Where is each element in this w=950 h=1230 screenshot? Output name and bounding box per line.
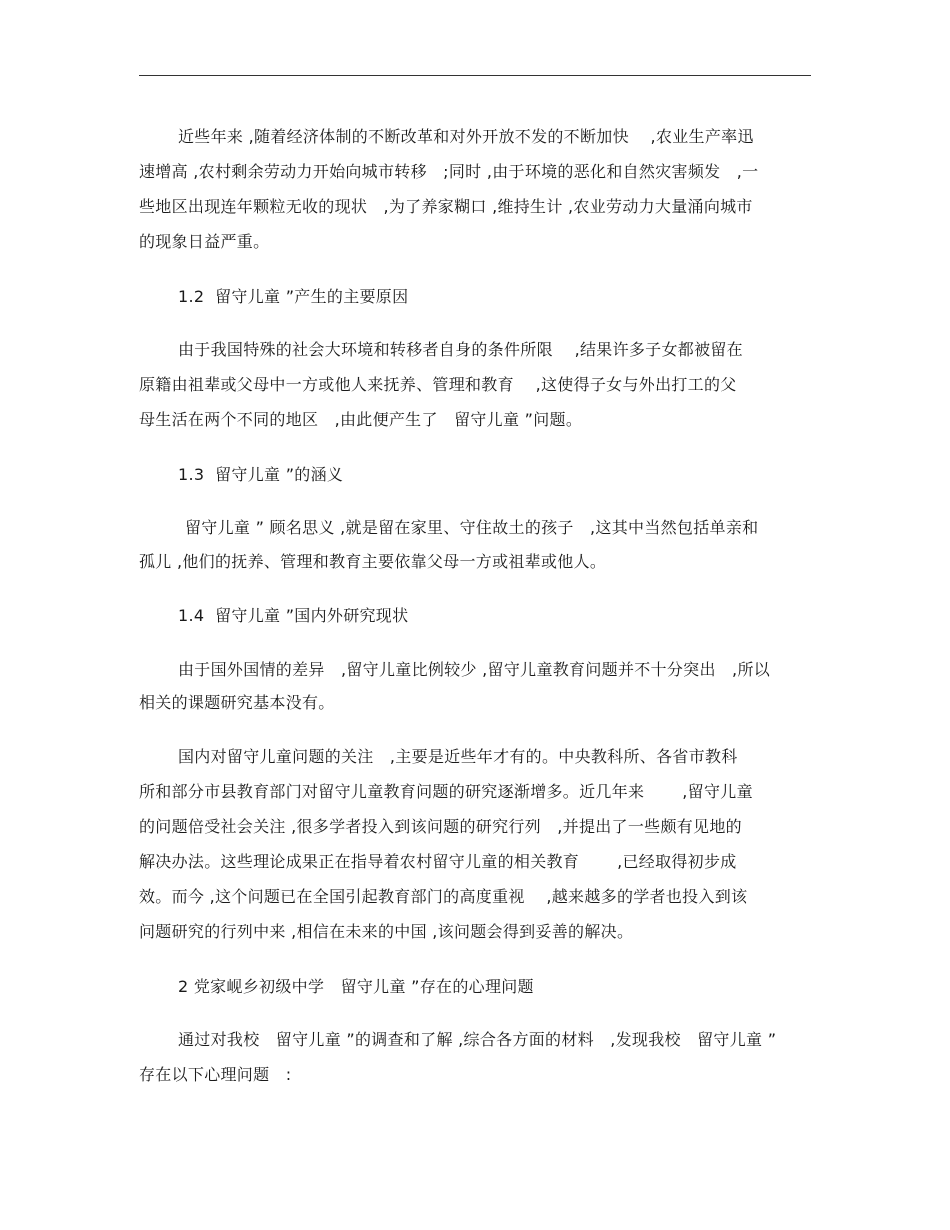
text-line: 的现象日益严重。 [139, 232, 270, 251]
text-line: 所和部分市县教育部门对留守儿童教育问题的研究逐渐增多。近几年来 ,留守儿童 [139, 782, 753, 801]
text-line: 原籍由祖辈或父母中一方或他人来抚养、管理和教育 ,这使得子女与外出打工的父 [139, 375, 737, 394]
text-line: 效。而今 ,这个问题已在全国引起教育部门的高度重视 ,越来越多的学者也投入到该 [139, 887, 748, 906]
text-line: 由于国外国情的差异 ,留守儿童比例较少 ,留守儿童教育问题并不十分突出 ,所以 [178, 660, 771, 679]
text-line: 通过对我校 留守儿童 ”的调查和了解 ,综合各方面的材料 ,发现我校 留守儿童 ” [178, 1030, 777, 1049]
text-line: 孤儿 ,他们的抚养、管理和教育主要依靠父母一方或祖辈或他人。 [139, 552, 607, 571]
text-line: 国内对留守儿童问题的关注 ,主要是近些年才有的。中央教科所、各省市教科 [178, 747, 738, 766]
section-heading-1-4: 1.4 留守儿童 ”国内外研究现状 [178, 606, 409, 625]
text-line: 母生活在两个不同的地区 ,由此便产生了 留守儿童 ”问题。 [139, 410, 583, 429]
text-line: 问题研究的行列中来 ,相信在未来的中国 ,该问题会得到妥善的解决。 [139, 922, 634, 941]
text-line: 些地区出现连年颗粒无收的现状 ,为了养家糊口 ,维持生计 ,农业劳动力大量涌向城市 [139, 197, 753, 216]
text-line: 由于我国特殊的社会大环境和转移者自身的条件所限 ,结果许多子女都被留在 [178, 340, 743, 359]
section-heading-1-2: 1.2 留守儿童 ”产生的主要原因 [178, 287, 409, 306]
text-line: 相关的课题研究基本没有。 [139, 693, 335, 712]
header-rule [139, 75, 811, 76]
text-line: 近些年来 ,随着经济体制的不断改革和对外开放不发的不断加快 ,农业生产率迅 [178, 127, 754, 146]
section-heading-1-3: 1.3 留守儿童 ”的涵义 [178, 465, 344, 484]
text-line: 解决办法。这些理论成果正在指导着农村留守儿童的相关教育 ,已经取得初步成 [139, 852, 737, 871]
text-line: 速增高 ,农村剩余劳动力开始向城市转移 ;同时 ,由于环境的恶化和自然灾害频发 ,一 [139, 162, 759, 181]
section-heading-2: 2 党家岘乡初级中学 留守儿童 ”存在的心理问题 [178, 977, 534, 996]
text-line: 留守儿童 ” 顾名思义 ,就是留在家里、守住故土的孩子 ,这其中当然包括单亲和 [185, 518, 759, 537]
text-line: 的问题倍受社会关注 ,很多学者投入到该问题的研究行列 ,并提出了一些颇有见地的 [139, 817, 742, 836]
text-line: 存在以下心理问题 : [139, 1065, 292, 1084]
